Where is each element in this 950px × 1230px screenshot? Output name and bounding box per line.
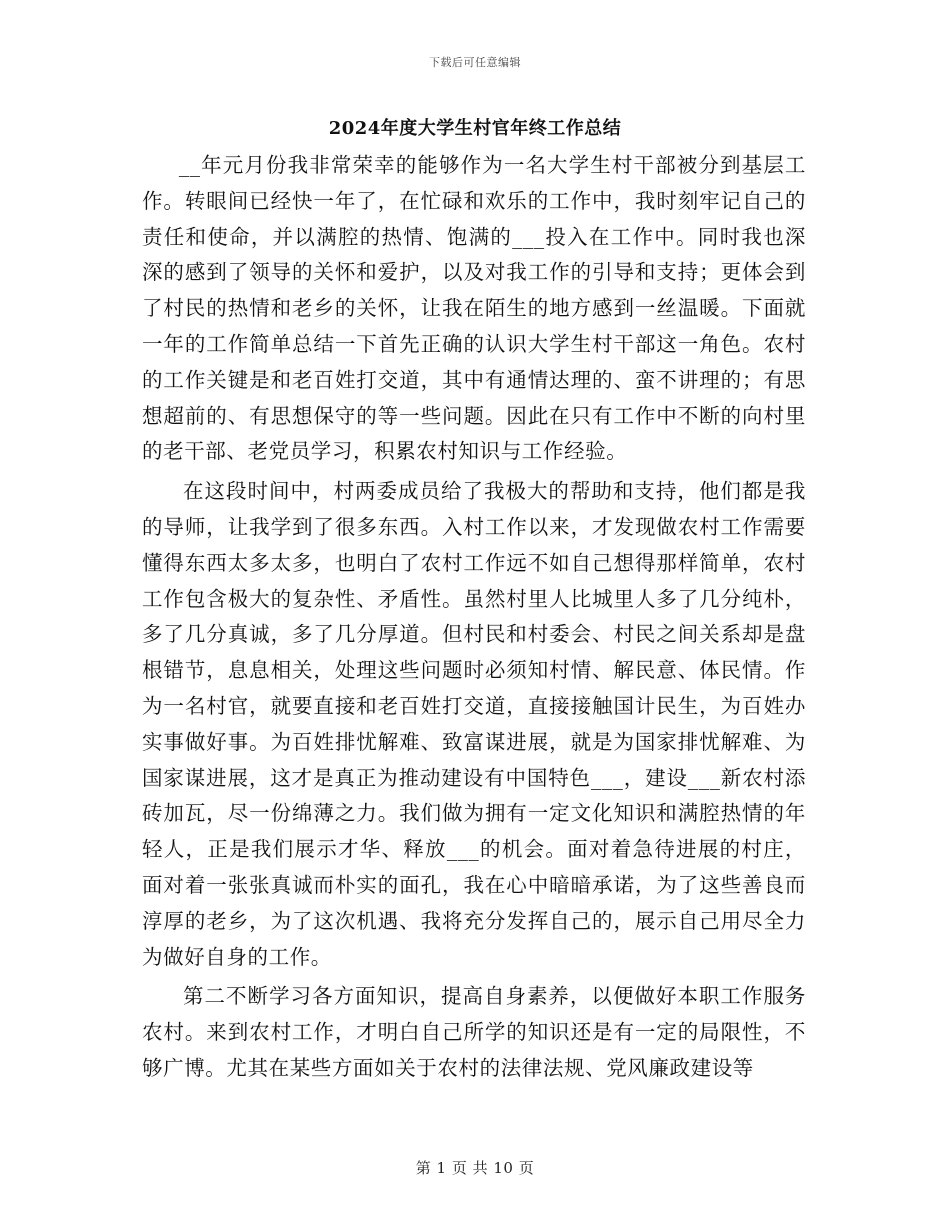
paragraph-2: 在这段时间中，村两委成员给了我极大的帮助和支持，他们都是我的导师，让我学到了很多东西。入村工作以来，才发现做农村工作需要懂得东西太多太多，也明白了农村工作远不如自己想得那样简单，农村工作包含极大的复杂性、矛盾性。虽然村里人比城里人多了几分纯朴，多了几分真诚，多了几分厚道。但村民和村委会、村民之间关系却是盘根错节，息息相关，处理这些问题时必须知村情、解民意、体民情。作为一名村官，就要直接和老百姓打交道，直接接触国计民生，为百姓办实事做好事。为百姓排忧解难、致富谋进展，就是为国家排忧解难、为国家谋进展，这才是真正为推动建设有中国特色___，建设___新农村添砖加瓦，尽一份绵薄之力。我们做为拥有一定文化知识和满腔热情的年轻人，正是我们展示才华、释放___的机会。面对着急待进展的村庄，面对着一张张真诚而朴实的面孔，我在心中暗暗承诺，为了这些善良而淳厚的老乡，为了这次机遇、我将充分发挥自己的，展示自己用尽全力为做好自身的工作。 xyxy=(142,479,806,969)
document-body xyxy=(142,148,806,1087)
page-number-footer: 第 1 页 共 10 页 xyxy=(415,1159,535,1177)
header-note: 下载后可任意编辑 xyxy=(429,56,521,69)
document-title: 2024年度大学生村官年终工作总结 xyxy=(328,118,622,139)
paragraph-1: __年元月份我非常荣幸的能够作为一名大学生村干部被分到基层工作。转眼间已经快一年了，在忙碌和欢乐的工作中，我时刻牢记自己的责任和使命，并以满腔的热情、饱满的___投入在工作中。同时我也深深的感到了领导的关怀和爱护，以及对我工作的引导和支持；更体会到了村民的热情和老乡的关怀，让我在陌生的地方感到一丝温暖。下面就一年的工作简单总结一下首先正确的认识大学生村干部这一角色。农村的工作关键是和老百姓打交道，其中有通情达理的、蛮不讲理的；有思想超前的、有思想保守的等一些问题。因此在只有工作中不断的向村里的老干部、老党员学习，积累农村知识与工作经验。 xyxy=(142,153,806,464)
paragraph-3: 第二不断学习各方面知识，提高自身素养，以便做好本职工作服务农村。来到农村工作，才明白自己所学的知识还是有一定的局限性，不够广博。尤其在某些方面如关于农村的法律法规、党风廉政建设等 xyxy=(142,984,806,1080)
